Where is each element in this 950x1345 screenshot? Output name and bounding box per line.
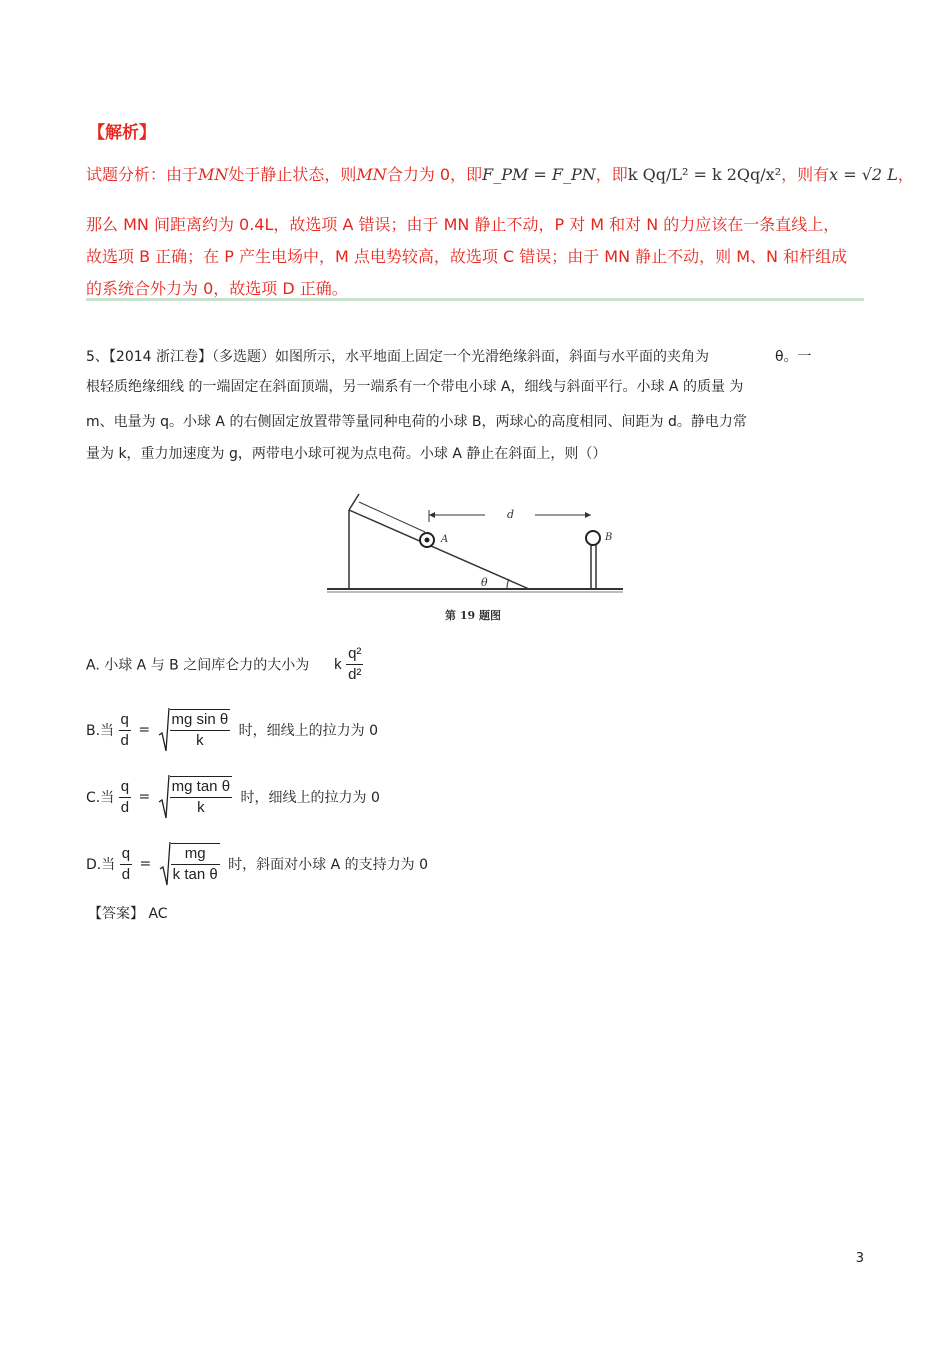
question-text: θ。一 <box>774 349 812 365</box>
label-b: B <box>605 532 613 543</box>
radical-fraction <box>170 709 231 751</box>
analysis-formula: F_PM = F_PN <box>482 165 596 184</box>
option-c-suffix: 时，细线上的拉力为 0 <box>240 790 380 806</box>
figure <box>325 488 625 628</box>
fraction-numerator: q <box>119 777 131 798</box>
section-divider <box>86 298 864 301</box>
analysis-text: 合力为 0，即 <box>386 165 483 184</box>
option-c-prefix: C.当 <box>86 790 115 806</box>
incline-top-bracket <box>349 494 359 510</box>
option-d-prefix: D.当 <box>86 857 116 873</box>
ball-a-center <box>425 538 430 543</box>
radical-fraction <box>170 776 232 818</box>
option-a-k: k <box>334 656 342 673</box>
analysis-var: MN <box>198 165 229 184</box>
option-b-radical <box>158 707 231 753</box>
page-number: 3 <box>855 1251 864 1266</box>
fraction-numerator: q <box>119 710 131 731</box>
incline-slope <box>349 510 529 589</box>
fraction-numerator: mg tan θ <box>170 777 232 798</box>
fraction-numerator: q <box>120 844 132 865</box>
analysis-line-3: 故选项 B 正确；在 P 产生电场中，M 点电势较高，故选项 C 错误；由于 MN 静止不动，则 M、N 和杆组成 <box>86 247 848 266</box>
analysis-line-4: 的系统合外力为 0，故选项 D 正确。 <box>86 279 348 298</box>
analysis-text: ，则有 <box>781 165 830 184</box>
option-b-prefix: B.当 <box>86 723 115 739</box>
radical-fraction <box>171 843 220 885</box>
analysis-text: 试题分析：由于 <box>86 165 199 184</box>
question-line-2: 根轻质绝缘细线 的一端固定在斜面顶端，另一端系有一个带电小球 A，细线与斜面平行。小球 A 的质量 为 <box>86 379 744 395</box>
radical-sign <box>158 707 170 753</box>
analysis-formula: k Qq/L² = k 2Qq/x² <box>627 165 782 184</box>
fraction-denominator: k tan θ <box>172 866 218 883</box>
label-theta: θ <box>481 576 488 589</box>
question-text: 5、【2014 浙江卷】（多选题）如图所示，水平地面上固定一个光滑绝缘斜面，斜面与水平面的夹角为 <box>86 349 709 365</box>
option-c-q-over-d <box>119 777 131 818</box>
option-b-q-over-d <box>119 710 131 751</box>
fraction-numerator: q² <box>346 644 363 665</box>
fraction-denominator: d² <box>348 666 362 683</box>
answer: 【答案】 AC <box>88 906 168 922</box>
option-d-radical <box>159 841 220 887</box>
option-b: B.当 $\frac{q}{d}$ = $\frac{\text{mg sin θ}}{k}$ 时，细线上的拉力为 0 <box>86 707 378 753</box>
figure-caption: 第 19 题图 <box>445 609 501 622</box>
d-arrowhead-left <box>429 512 435 518</box>
radical-sign <box>159 841 171 887</box>
thread <box>359 502 425 532</box>
d-arrowhead-right <box>585 512 591 518</box>
option-c: C.当 $\frac{q}{d}$ = $\frac{\text{mg tan θ}}{k}$ 时，细线上的拉力为 0 <box>86 774 380 820</box>
analysis-heading: 【解析】 <box>88 123 156 143</box>
fraction-denominator: k <box>197 799 205 816</box>
question-line-1 <box>86 346 812 366</box>
fraction-denominator: d <box>121 865 131 883</box>
fraction-numerator: mg <box>171 844 220 865</box>
ball-b <box>586 531 600 545</box>
option-d-suffix: 时，斜面对小球 A 的支持力为 0 <box>228 857 428 873</box>
analysis-line-1 <box>86 162 914 185</box>
option-a <box>86 644 363 685</box>
analysis-text: ， <box>897 165 914 184</box>
question-line-4: 量为 k，重力加速度为 g，两带电小球可视为点电荷。小球 A 静止在斜面上，则（） <box>86 446 607 462</box>
option-a-text: A. 小球 A 与 B 之间库仑力的大小为 <box>86 657 310 674</box>
analysis-text: 处于静止状态，则 <box>228 165 357 184</box>
analysis-formula: x = √2 L <box>829 165 898 184</box>
question-line-3: m、电量为 q。小球 A 的右侧固定放置带等量同种电荷的小球 B，两球心的高度相同、间距为 d。静电力常 <box>86 414 747 430</box>
fraction-denominator: d <box>120 798 130 816</box>
fraction-denominator: k <box>196 732 204 749</box>
option-a-fraction <box>346 644 363 685</box>
option-d-q-over-d <box>120 844 132 885</box>
fraction-denominator: d <box>120 731 129 749</box>
label-a: A <box>441 534 449 545</box>
theta-arc <box>507 579 509 589</box>
option-b-suffix: 时，细线上的拉力为 0 <box>238 723 379 739</box>
radical-sign <box>158 774 170 820</box>
analysis-var: MN <box>356 165 387 184</box>
fraction-numerator: mg sin θ <box>170 710 231 731</box>
label-d: d <box>507 508 515 521</box>
option-c-radical <box>158 774 232 820</box>
analysis-text: ，即 <box>595 165 628 184</box>
analysis-line-2: 那么 MN 间距离约为 0.4L，故选项 A 错误；由于 MN 静止不动，P 对 M 和对 N 的力应该在一条直线上， <box>86 215 840 234</box>
option-d: D.当 $\frac{q}{d}$ = $\frac{mg}{\text{k tan θ}}$ 时，斜面对小球 A 的支持力为 0 <box>86 841 428 887</box>
